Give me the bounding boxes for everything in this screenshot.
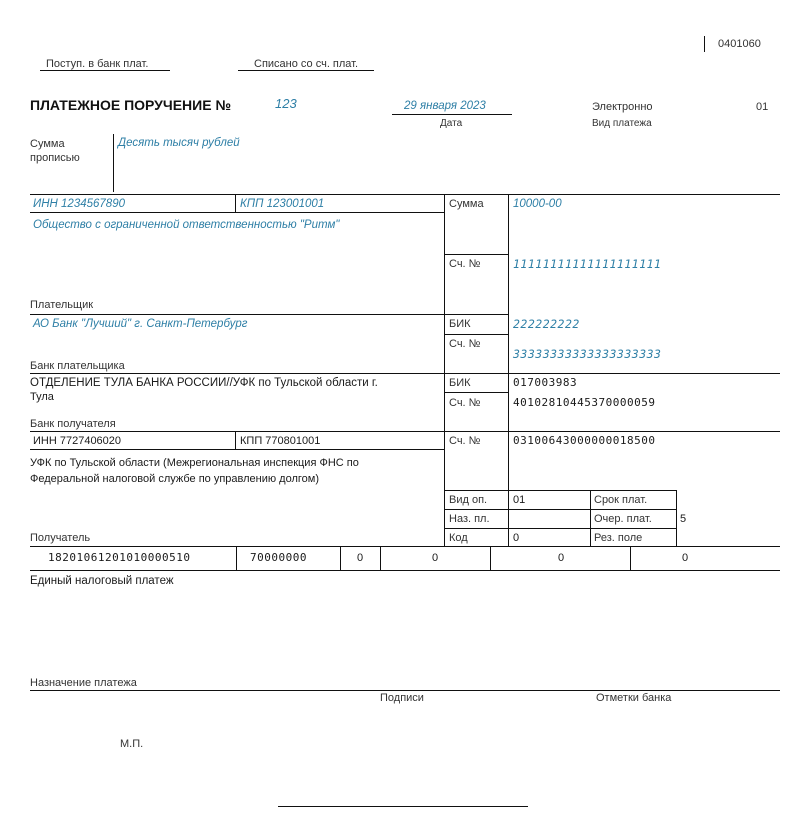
tax-field-6: 0 bbox=[682, 552, 689, 564]
payer-account: 11111111111111111111 bbox=[513, 257, 662, 271]
grid-v-values bbox=[508, 194, 509, 546]
date-line bbox=[392, 114, 512, 115]
grid-line-tax bbox=[30, 570, 780, 571]
payee-kpp: КПП 770801001 bbox=[240, 435, 321, 447]
received-label: Поступ. в банк плат. bbox=[46, 58, 149, 70]
signature-line bbox=[278, 806, 528, 807]
payee-bank-name-2: Тула bbox=[30, 391, 54, 403]
payer-bik-label: БИК bbox=[449, 318, 471, 330]
grid-line-payer bbox=[30, 314, 508, 315]
debited-label: Списано со сч. плат. bbox=[254, 58, 359, 70]
form-code: 0401060 bbox=[718, 38, 761, 50]
grid-line-bik2 bbox=[444, 392, 508, 393]
grid-line-op-2 bbox=[444, 528, 676, 529]
grid-v-inn-kpp2 bbox=[235, 431, 236, 449]
sum-label: Сумма bbox=[449, 198, 484, 210]
payment-number: 123 bbox=[275, 96, 297, 111]
form-code-box bbox=[704, 36, 774, 54]
payer-name: Общество с ограниченной ответственностью "Ритм" bbox=[33, 219, 340, 231]
payee-bik-label: БИК bbox=[449, 377, 471, 389]
date-label: Дата bbox=[440, 118, 463, 129]
grid-v-op-right bbox=[676, 490, 677, 546]
grid-v-inn-kpp bbox=[235, 194, 236, 212]
payee-bank-name-1: ОТДЕЛЕНИЕ ТУЛА БАНКА РОССИИ//УФК по Тульской области г. bbox=[30, 377, 378, 389]
payer-bank-label: Банк плательщика bbox=[30, 360, 125, 372]
sum-value: 10000-00 bbox=[513, 198, 562, 210]
grid-line-payer-bank bbox=[30, 373, 780, 374]
grid-line-payee bbox=[30, 546, 780, 547]
payment-type-label: Вид платежа bbox=[592, 118, 652, 129]
payer-label: Плательщик bbox=[30, 299, 94, 311]
amount-words: Десять тысяч рублей bbox=[118, 137, 240, 149]
grid-line-payee-bank bbox=[30, 431, 780, 432]
payment-type-label2: Электронно bbox=[592, 101, 653, 113]
grid-line-inn bbox=[30, 212, 444, 213]
payee-inn: ИНН 7727406020 bbox=[33, 435, 122, 447]
page-title: ПЛАТЕЖНОЕ ПОРУЧЕНИЕ № bbox=[30, 97, 232, 113]
payee-label: Получатель bbox=[30, 532, 91, 544]
grid-v-tax-1 bbox=[236, 546, 237, 570]
payee-name-2: Федеральной налоговой службе по управлению долгом) bbox=[30, 473, 320, 485]
tax-field-5: 0 bbox=[558, 552, 565, 564]
grid-line-sum bbox=[444, 254, 508, 255]
amount-label-1: Сумма bbox=[30, 138, 65, 150]
grid-v-tax-3 bbox=[380, 546, 381, 570]
payee-bik: 017003983 bbox=[513, 376, 578, 389]
grid-v-op-mid bbox=[590, 490, 591, 546]
ochered-label: Очер. плат. bbox=[594, 513, 652, 525]
amount-label-2: прописью bbox=[30, 152, 80, 164]
stamp-label: М.П. bbox=[120, 738, 144, 750]
srok-plat-label: Срок плат. bbox=[594, 494, 648, 506]
form-code-divider bbox=[704, 36, 705, 52]
tax-field-4: 0 bbox=[432, 552, 439, 564]
grid-v-tax-5 bbox=[630, 546, 631, 570]
signatures-label: Подписи bbox=[380, 692, 424, 704]
purpose-label: Назначение платежа bbox=[30, 677, 137, 689]
grid-v-main bbox=[444, 194, 445, 546]
grid-v-tax-2 bbox=[340, 546, 341, 570]
grid-line-purpose bbox=[30, 690, 780, 691]
vid-op-label: Вид оп. bbox=[449, 494, 488, 506]
amount-divider bbox=[113, 134, 114, 192]
payee-name-1: УФК по Тульской области (Межрегиональная инспекция ФНС по bbox=[30, 457, 359, 469]
payer-inn: ИНН 1234567890 bbox=[33, 198, 125, 210]
payer-bik: 222222222 bbox=[513, 317, 580, 331]
payer-corr-label: Сч. № bbox=[449, 338, 481, 350]
tax-field-3: 0 bbox=[357, 552, 364, 564]
rez-pole-label: Рез. поле bbox=[594, 532, 643, 544]
oktmo-value: 70000000 bbox=[250, 551, 307, 564]
payee-corr-label: Сч. № bbox=[449, 397, 481, 409]
naz-pl-label: Наз. пл. bbox=[449, 513, 490, 525]
payee-corr-account: 40102810445370000059 bbox=[513, 396, 656, 409]
payee-account-label: Сч. № bbox=[449, 435, 481, 447]
kod-label: Код bbox=[449, 532, 468, 544]
payer-kpp: КПП 123001001 bbox=[240, 198, 325, 210]
bank-marks-label: Отметки банка bbox=[596, 692, 672, 704]
payer-corr-account: 33333333333333333333 bbox=[513, 347, 662, 361]
grid-line-inn2 bbox=[30, 449, 444, 450]
ochered-value: 5 bbox=[680, 513, 687, 525]
grid-line-bik bbox=[444, 334, 508, 335]
grid-v-tax-4 bbox=[490, 546, 491, 570]
payment-purpose: Единый налоговый платеж bbox=[30, 575, 174, 587]
vid-op-value: 01 bbox=[513, 494, 526, 506]
payee-bank-label: Банк получателя bbox=[30, 418, 116, 430]
grid-line-op-1 bbox=[444, 509, 676, 510]
status-code: 01 bbox=[756, 101, 769, 113]
grid-line-top bbox=[30, 194, 780, 195]
grid-line-op-top bbox=[444, 490, 676, 491]
payer-bank-name: АО Банк "Лучший" г. Санкт-Петербург bbox=[33, 318, 248, 330]
payer-account-label: Сч. № bbox=[449, 258, 481, 270]
kbk-value: 18201061201010000510 bbox=[48, 551, 191, 564]
payment-date: 29 января 2023 bbox=[404, 100, 486, 112]
debited-line bbox=[238, 70, 374, 71]
received-line bbox=[40, 70, 170, 71]
kod-value: 0 bbox=[513, 532, 520, 544]
payee-account: 03100643000000018500 bbox=[513, 434, 656, 447]
